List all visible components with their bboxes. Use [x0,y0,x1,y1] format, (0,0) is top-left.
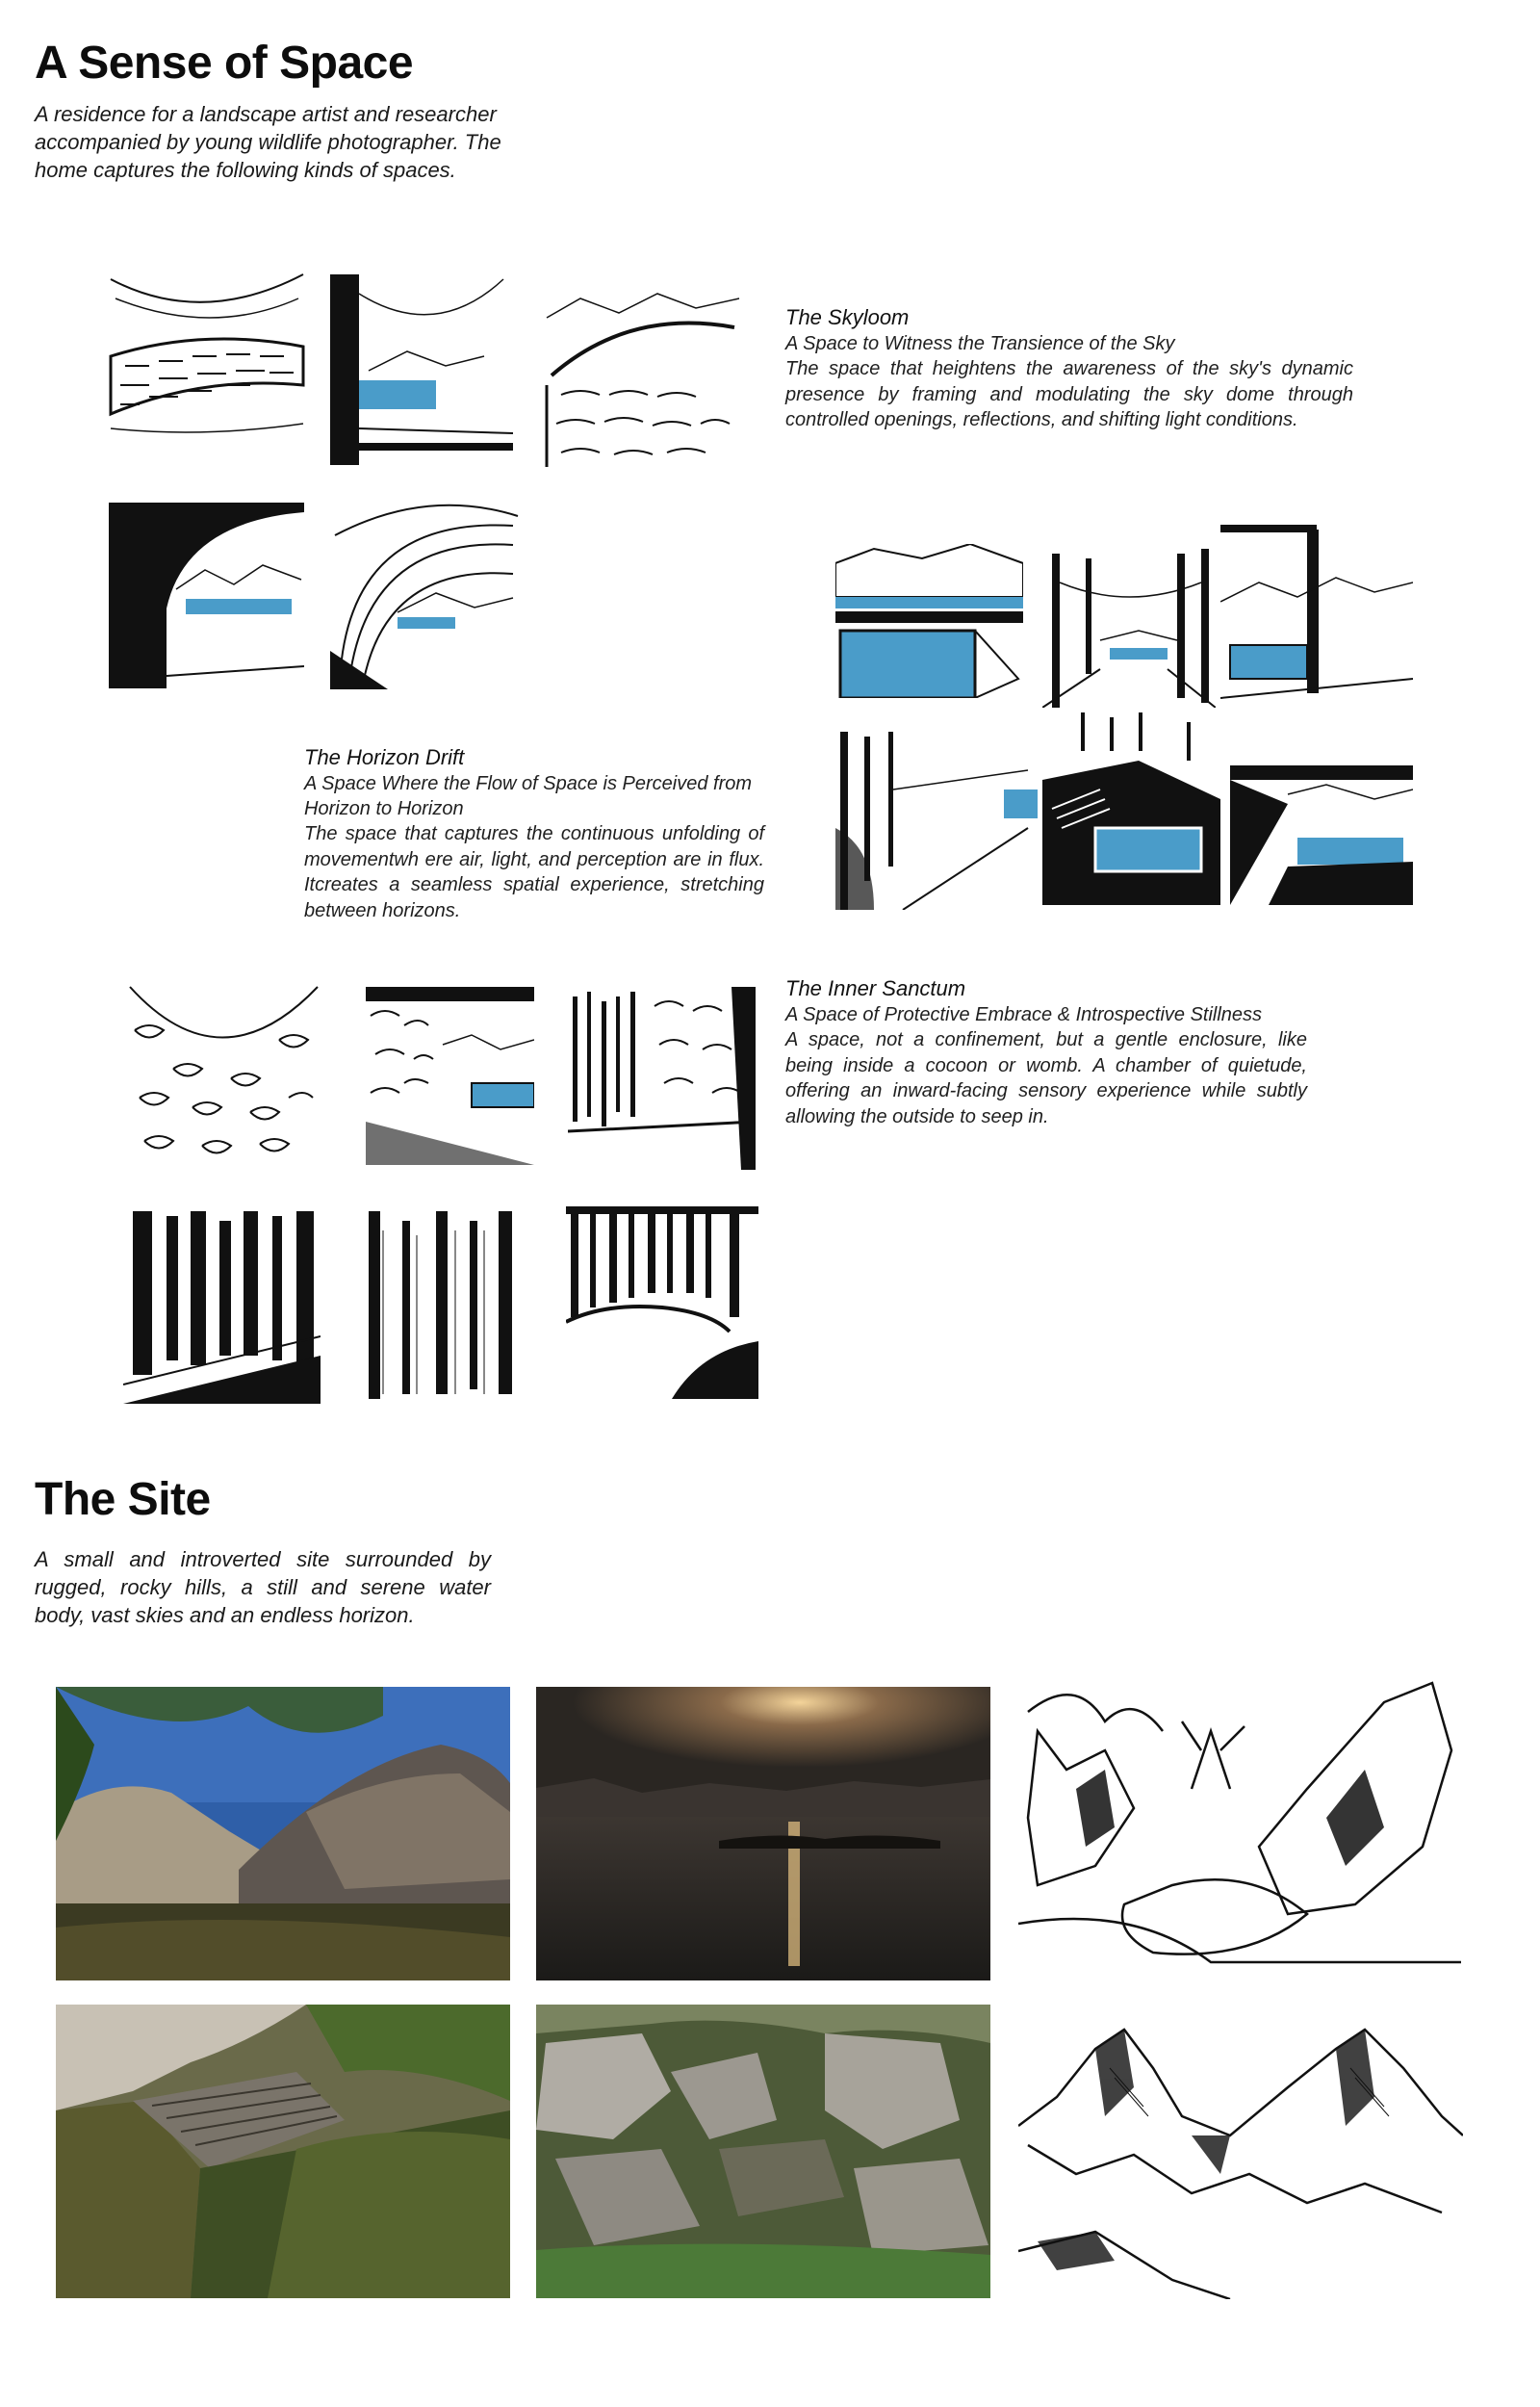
sketch-horizon-4 [835,732,1038,910]
space-horizon-title: The Horizon Drift [304,745,465,769]
sketch-horizon-5 [1042,712,1220,905]
space-horizon-subtitle: A Space Where the Flow of Space is Perceived from Horizon to Horizon [304,773,753,819]
space-horizon-body: The space that captures the continuous unfolding of movementwh ere air, light, and perception are in flux. Itcreates a seamless spatial experience, stretching between horizons. [304,823,764,921]
sketch-sanctum-2 [366,987,534,1165]
sketch-skyloom-5 [330,497,521,689]
space-horizon-text [304,744,764,923]
sketch-horizon-6 [1230,765,1413,905]
site-sketch-rocks [1018,1673,1463,1981]
site-intro: A small and introverted site surrounded by rugged, rocky hills, a still and serene water body, vast skies and an endless horizon. [35,1547,491,1627]
page-intro: A residence for a landscape artist and researcher accompanied by young wildlife photographer. The home captures the following kinds of spaces. [35,102,501,182]
sketch-skyloom-3 [542,289,742,474]
space-skyloom-subtitle: A Space to Witness the Transience of the Sky [785,333,1175,354]
space-sanctum-body: A space, not a confinement, but a gentle enclosure, like being inside a cocoon or womb. A chamber of quietude, offering an inward-facing sensory experience while subtly allowing the outside to seep in. [785,1029,1307,1127]
page-title: A Sense of Space [35,38,414,89]
space-sanctum-subtitle: A Space of Protective Embrace & Introspective Stillness [785,1004,1263,1025]
sketch-sanctum-1 [125,982,322,1170]
site-photo-sunset-lake [536,1687,990,1980]
site-title: The Site [35,1474,211,1525]
site-photo-steps-water [56,2005,510,2298]
space-skyloom-text [785,304,1353,433]
sketch-skyloom-1 [106,270,308,448]
sketch-sanctum-3 [568,987,756,1170]
site-photo-gorge [56,1687,510,1980]
sketch-horizon-2 [1042,544,1216,708]
sketch-sanctum-5 [364,1211,523,1399]
sketch-skyloom-2 [330,274,513,465]
space-sanctum-title: The Inner Sanctum [785,976,966,1000]
sketch-horizon-3 [1220,525,1413,712]
site-sketch-mountains [1018,2010,1463,2299]
space-skyloom-body: The space that heightens the awareness of the sky's dynamic presence by framing and modulating the sky dome through controlled openings, reflections, and shifting light conditions. [785,358,1353,430]
sketch-sanctum-6 [566,1206,758,1399]
space-sanctum-text [785,975,1307,1129]
space-skyloom-title: The Skyloom [785,305,910,329]
sketch-skyloom-4 [109,503,304,688]
sketch-sanctum-4 [123,1211,321,1404]
site-photo-rock-ravine [536,2005,990,2298]
sketch-horizon-1 [835,544,1023,698]
